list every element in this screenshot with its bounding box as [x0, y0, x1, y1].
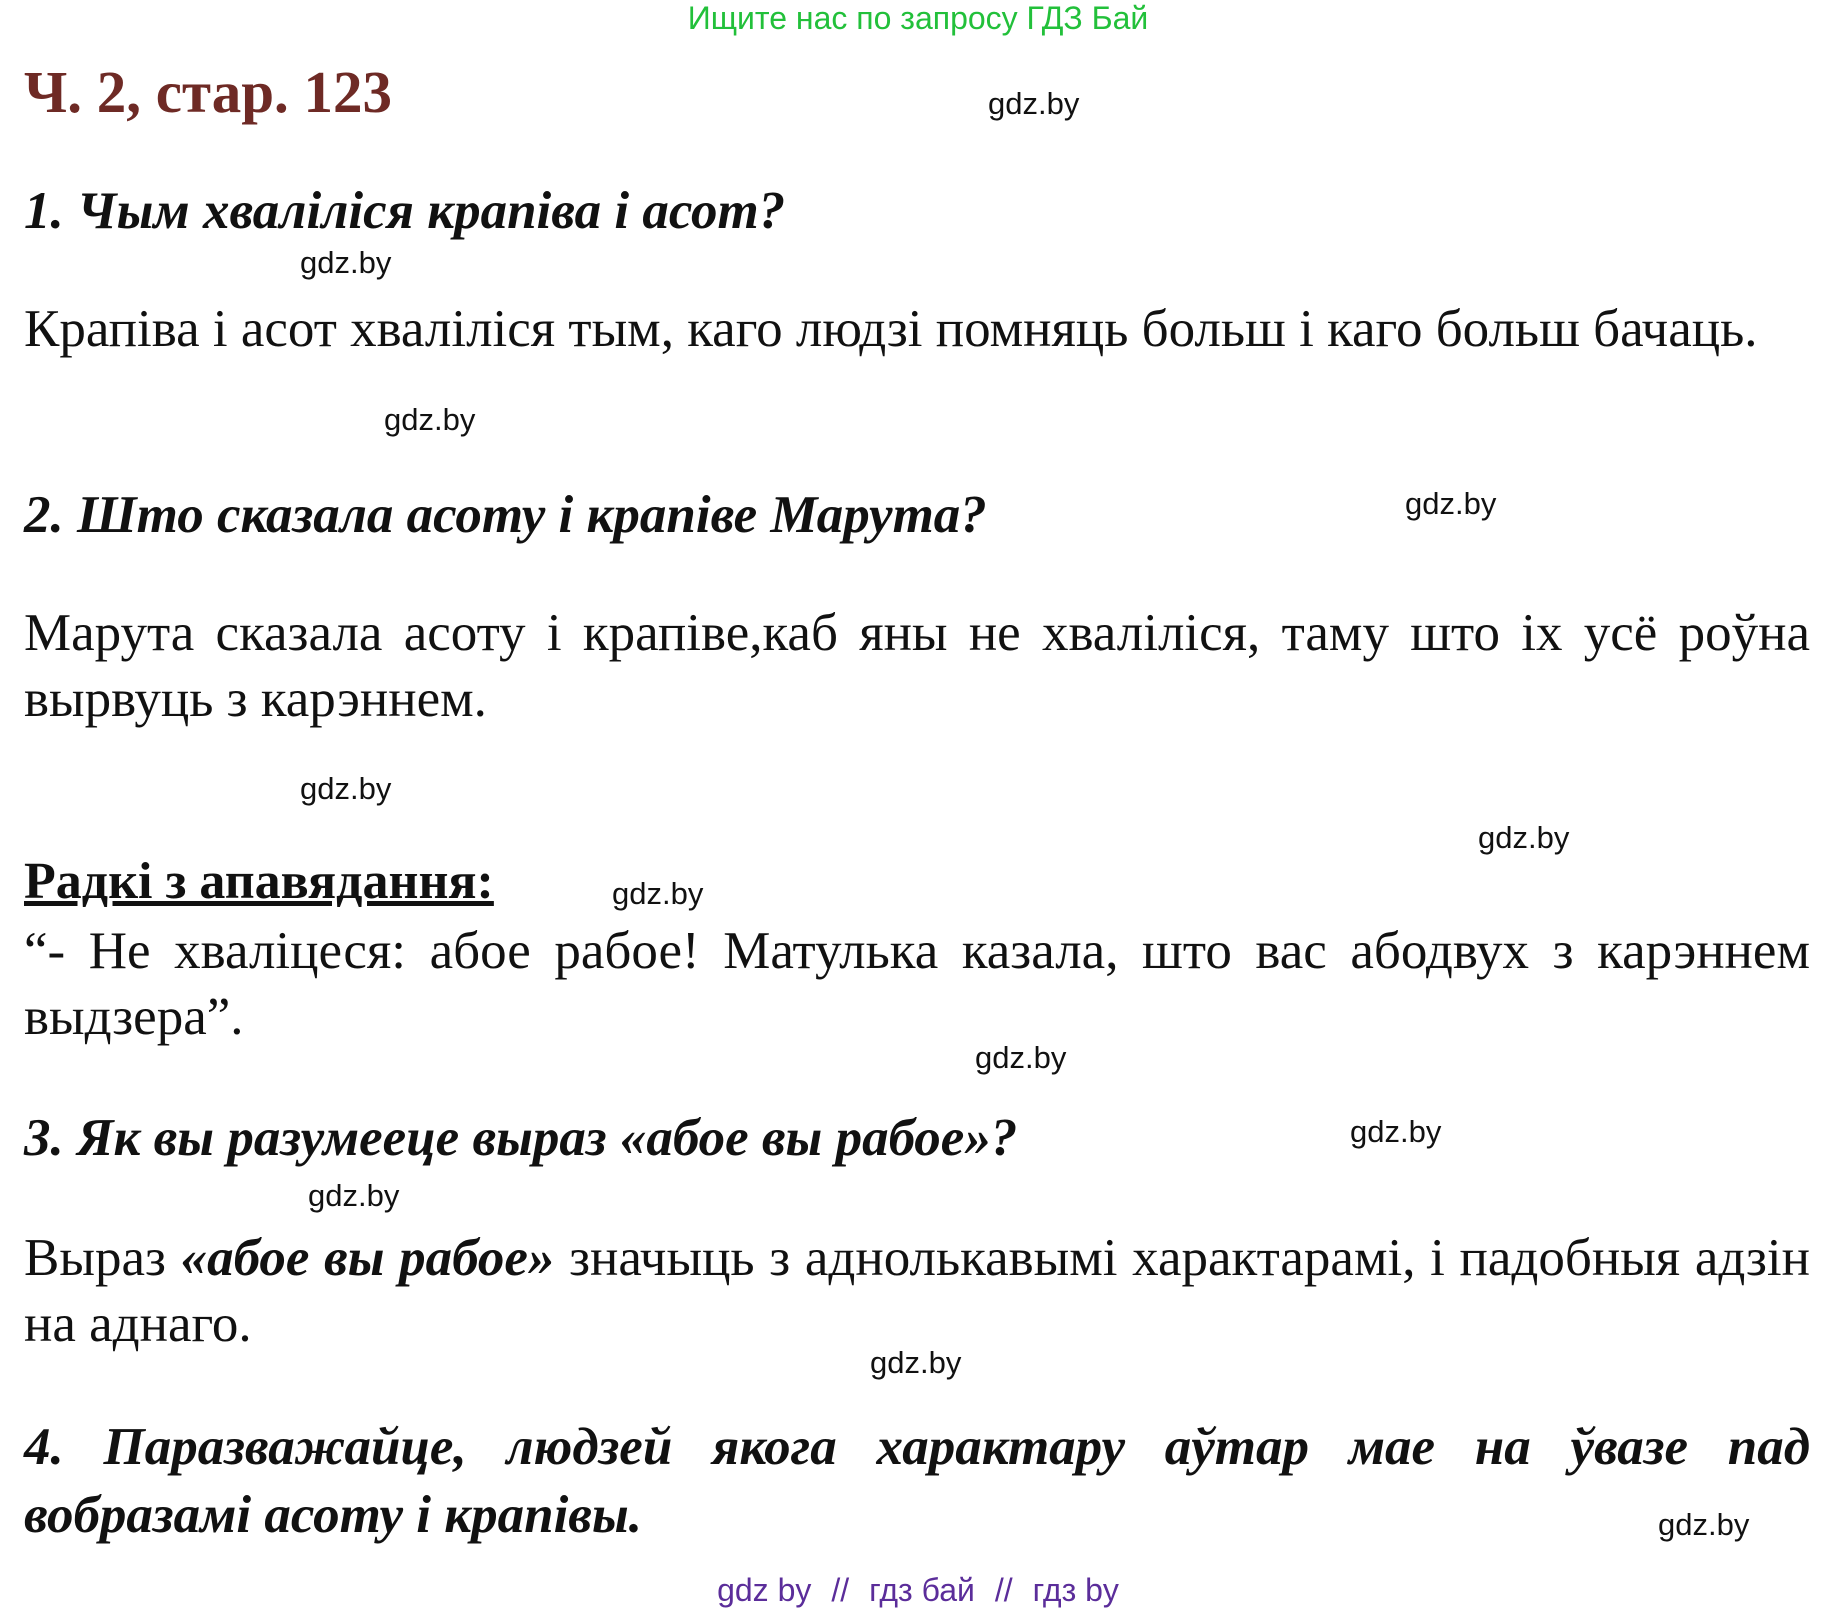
- footer-link-gdz-by[interactable]: gdz by: [717, 1572, 812, 1608]
- watermark: gdz.by: [612, 876, 704, 911]
- watermark: gdz.by: [300, 771, 392, 806]
- excerpt-text: “- Не хваліцеся: абое рабое! Матулька казала, што вас абодвух з карэннем выдзера”.: [24, 922, 1810, 1046]
- answer-1: Крапіва і асот хваліліся тым, каго людзі помняць больш і каго больш бачаць.: [24, 300, 1758, 358]
- footer-separator: //: [994, 1572, 1013, 1608]
- watermark: gdz.by: [870, 1345, 962, 1380]
- answer-3: [24, 1225, 1810, 1357]
- watermark: gdz.by: [975, 1040, 1067, 1075]
- watermark: gdz.by: [1350, 1114, 1442, 1149]
- footer-link-gdz-by-2[interactable]: гдз by: [1032, 1572, 1119, 1608]
- watermark: gdz.by: [308, 1178, 400, 1213]
- page-title: Ч. 2, стар. 123: [24, 59, 393, 125]
- watermark: gdz.by: [1478, 820, 1570, 855]
- excerpt-heading: Радкі з апавядання:: [24, 853, 494, 910]
- watermark: gdz.by: [384, 402, 476, 437]
- question-3: 3. Як вы разумееце выраз «абое вы рабое»?: [24, 1109, 1018, 1167]
- footer-link-gdz-bai[interactable]: гдз бай: [869, 1572, 975, 1608]
- answer-3-prefix: Выраз: [24, 1229, 181, 1287]
- top-banner: Ищите нас по запросу ГДЗ Бай: [687, 0, 1149, 36]
- question-2: 2. Што сказала асоту і крапіве Марута?: [24, 486, 987, 544]
- watermark: gdz.by: [1658, 1507, 1750, 1542]
- footer-separator: //: [831, 1572, 850, 1608]
- watermark: gdz.by: [988, 86, 1080, 121]
- answer-3-suffix: значыць з аднолькавымі характарамі, і падобныя адзін на аднаго.: [24, 1229, 1811, 1353]
- footer-links: [0, 1572, 1836, 1609]
- answer-2: Марута сказала асоту і крапіве,каб яны не хваліліся, таму што іх усё роўна вырвуць з карэннем.: [24, 604, 1810, 728]
- answer-3-emphasis: «абое вы рабое»: [180, 1229, 555, 1287]
- watermark: gdz.by: [300, 245, 392, 280]
- question-4: 4. Паразважайце, людзей якога характару аўтар мае на ўвазе пад вобразамі асоту і крапівы.: [24, 1418, 1810, 1544]
- question-1: 1. Чым хваліліся крапіва і асот?: [24, 182, 786, 240]
- watermark: gdz.by: [1405, 486, 1497, 521]
